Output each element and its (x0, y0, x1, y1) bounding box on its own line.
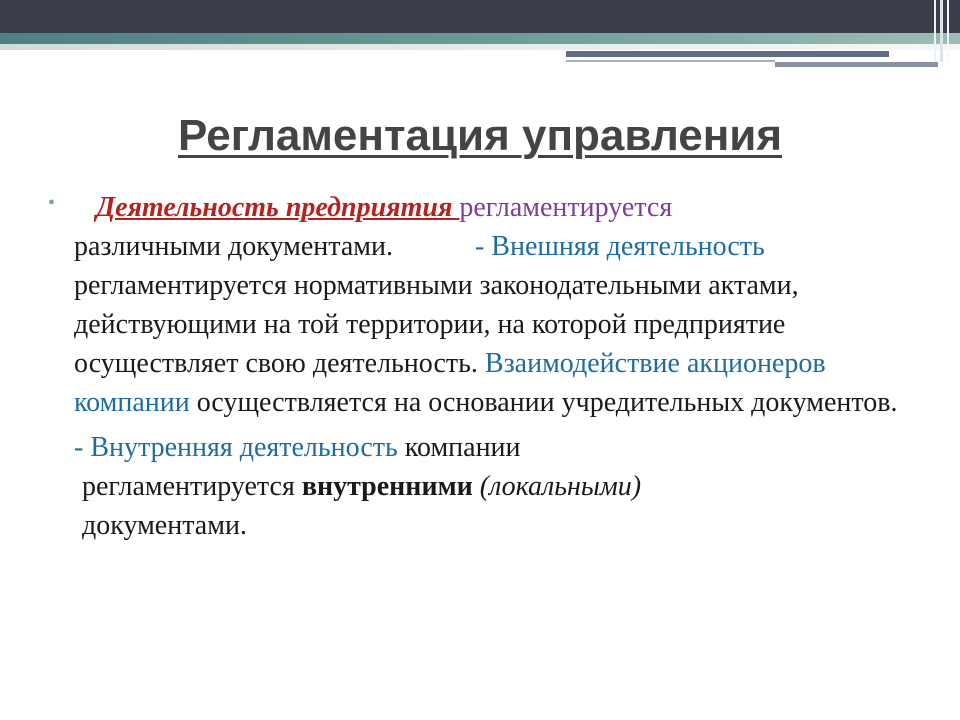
highlight-external-activity: Внешняя деятельность (491, 231, 765, 262)
text-segment: документами. (82, 510, 247, 541)
header-stripe (947, 0, 949, 62)
highlight-shareholders: Взаимодействие акционеров компании (74, 348, 826, 418)
bullet-marker: • (48, 192, 56, 214)
paragraph-external (74, 188, 934, 422)
header-stripe (934, 0, 936, 62)
text-segment: регламентируется нормативными законодательными актами, действующими на той территории, на которой предприятие осуществляет свою деятельность. (74, 270, 799, 379)
slide-title: Регламентация управления (178, 111, 782, 160)
header-accent-thin-bar (566, 60, 775, 62)
header-band-dark (0, 0, 960, 33)
header-accent-bar-short (775, 62, 938, 67)
dash-marker: - (474, 231, 492, 262)
header-accent-bar (566, 51, 889, 57)
highlight-internal-activity: - Внутренняя деятельность (74, 432, 398, 463)
paragraph-internal (74, 428, 934, 545)
text-segment: компании (397, 432, 521, 463)
text-segment: осуществляется на основании учредительных документов. (189, 387, 898, 418)
slide-body (74, 188, 934, 545)
text-segment: регламентируется (459, 192, 673, 223)
header-band-light (0, 44, 960, 50)
text-segment: различными документами. (74, 231, 393, 262)
header-stripe (940, 0, 943, 62)
emphasis-local: (локальными) (472, 471, 642, 502)
emphasis-internal: внутренними (301, 471, 473, 502)
lead-phrase: Деятельность предприятия (96, 192, 460, 223)
text-segment: регламентируется (82, 471, 302, 502)
header-band-teal (0, 33, 960, 44)
